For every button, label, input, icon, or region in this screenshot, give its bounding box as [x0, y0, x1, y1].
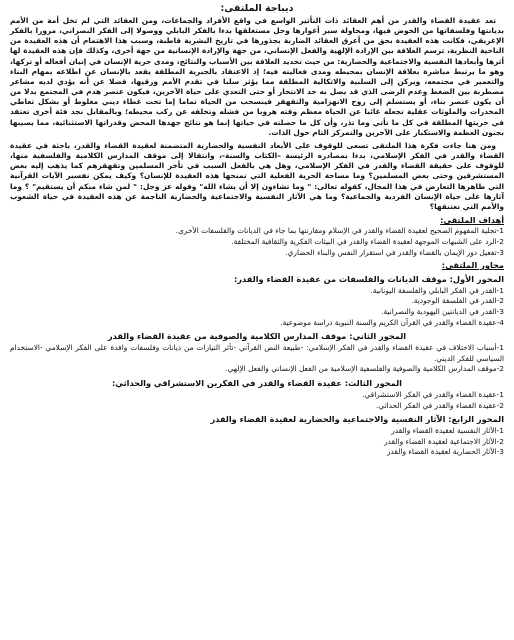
axis-item: 4-عقيدة القضاء والقدر في القرآن الكريم والسنة النبوية دراسة موضوعية.: [280, 317, 504, 327]
axis-2: [10, 331, 504, 375]
axes-title: محاور الملتقى:: [441, 260, 504, 271]
axis-item: 1-الآثار النفسية لعقيدة القضاء والقدر: [391, 426, 504, 436]
axis-1: [10, 274, 504, 328]
axis-item: 2-موقف المدارس الكلامية والصوفية والفلسفية الإسلامية من الفعل الإنساني والفعل الإلهي.: [225, 364, 504, 374]
axis-items: [10, 343, 504, 375]
axis-item: 2-عقيدة القضاء والقدر في الفكر الحداثي.: [376, 400, 504, 410]
objectives-title: أهداف الملتقى:: [440, 214, 504, 225]
axis-item: 2-الآثار الاجتماعية لعقيدة القضاء والقدر: [384, 436, 504, 446]
axis-title: المحور الثاني: موقف المدارس الكلامية والصوفية من عقيدة القضاء والقدر: [107, 331, 407, 342]
axis-title: المحور الثالث: عقيدة القضاء والقدر في الفكرين الاستشراقي والحداثي:: [112, 377, 402, 388]
axis-title: المحور الأول: موقف الديانات والفلسفات من عقيدة القضاء والقدر:: [234, 273, 504, 284]
axis-item: 2-القدر في الفلسفة الوجودية.: [411, 296, 504, 306]
axis-item: 1-أسباب الاختلاف في عقيدة القضاء والقدر في الفكر الإسلامي: -طبيعة النص القرآني -تأثر التيارات من ديانات وفلسفات وافدة على الفكر الإسلامي -الاستخدام السياسي للفكر الديني.: [10, 343, 504, 363]
objective-item: 2-الرد على الشبهات الموجهة لعقيدة القضاء والقدر في البيئات الفكرية والثقافية المختلفة.: [231, 237, 504, 247]
axis-items: [10, 390, 504, 411]
objective-item: 3-تفعيل دور الإيمان بالقضاء والقدر في استقرار النفس والبناء الحضاري.: [285, 247, 504, 257]
document-title: ديباجة الملتقى:: [220, 3, 294, 14]
axis-items: [10, 426, 504, 458]
axis-items: [10, 286, 504, 328]
axis-4: [10, 414, 504, 458]
axis-item: 1-عقيدة القضاء والقدر في الفكر الاستشراقي.: [362, 389, 504, 399]
axis-title: المحور الرابع: الآثار النفسية والاجتماعية والحضارية لعقيدة القضاء والقدر: [210, 414, 504, 425]
axis-item: 3-الآثار الحضارية لعقيدة القضاء والقدر: [386, 447, 504, 457]
objective-item: 1-تجلية المفهوم الصحيح لعقيدة القضاء والقدر في الإسلام ومقارنتها بما جاء في الديانات والفلسفات الأخرى.: [175, 226, 504, 236]
axis-item: 1-القدر في الفكر البابلي والفلسفة اليونانية.: [370, 285, 504, 295]
axis-item: 3-القدر في الديانتين اليهودية والنصرانية.: [381, 306, 504, 316]
intro-paragraph: تعد عقيدة القضاء والقدر من أهم العقائد ذات التأثير الواسع في واقع الأفراد والجماعات، ومن العقائد التي لم تخل أمة من الأمم بديانتها وفلسفاتها من الخوض فيها، ومحاولة سبر أغوارها وحل مستغلقها بدءا بالفكر البابلي ووصولا إلى الفكر النصراني، مرورا بالفكر الإغريقي، فكانت هذه العقيدة بحق من أعرق العقائد الضاربة بجذورها في تاريخ البشرية قاطبة، وسبب هذا الاهتمام أن هذه العقيدة من الناحية النظرية، ترسم العلاقة بين الإرادة الإلهية والفعل الإنساني، من جهة والإرادة الإنسانية من جهة أخرى، وكذلك فإن هذه العقيدة لها أثرها وأبعادها النفسية والاجتماعية والحضارية: من حيث تحديد العلاقة بين الأسباب والنتائج، ومدى حرية الإنسان في إتيان أفعاله أو تركها، وهو ما يرتبط مباشرة بعلاقة الإنسان بمحيطه ومدى فعاليته فيه؛ إذ الاعتقاد بالجبرية المطلقة يقعد بالإنسان عن اطلاعه بمهام البناء والتعمير في مجتمعه، ويركن إلى السلبية والاتكالية المطلقة مما يؤثر سلبا في تقدم الأمم ورقيها، فضلا عن أنه يؤدي لديه مشاعر مضطربة بين الضغط وعدم الرضى الذي قد يصل به حد الانتحار أو حتى التعدي على حياة الآخرين، فيكون عنصر هدم في المجتمع بدلا من أن يكون عنصر بناء، أو يستسلم إلى روح الانهزامية والتقهقر فينسحب من الحياة تماما إما تحت غطاء ديني مغلوط أو بشكل تعاطي المخدرات والملوثات عقلية تجعله غائبا عن الحياة معظم وقته هروبا من فشله وتخلفه عن ركب محيطه؛ وبالمقابل نجد فئة أخرى تعتقد في حريتها المطلقة في كل ما تأتي وما تذر، وأن كل ما حصلته في حياتها إنما هو نتائج جهدها المحض وقدراتها الاستثنائية، مما يصيبها بجنون العظمة والاستكبار على الآخرين والتمركز التام حول الذات.: [10, 16, 504, 137]
idea-paragraph: ومن هنا جاءت فكرة هذا الملتقى تسعى للوقوف على الأبعاد النفسية والحضارية المتضمنة لعقيدة القضاء والقدر، باحثة في عقيدة القضاء والقدر في الفكر الإسلامي، بدءا بمصادره الرئيسة –الكتاب والسنة-، وانتقالا إلى موقف المدارس الكلامية والفلسفية منها، للوقوف على حقيقة القضاء والقدر في الفكر الإسلامي، وهل هي بالفعل السبب في تأخر المسلمين وتقهقرهم كما يذهب إليه بعض المستشرقين وحتى بعض المسلمين؟ وما مساحة الحرية الفعلية التي تمنحها هذه العقيدة للإنسان؟ وكيف يمكن تفسير الآيات القرآنية التي ظاهرها التعارض في هذا المجال، كقوله تعالى: " وما تشاءون إلا أن يشاء الله" وقوله عز وجل: " لمن شاء منكم أن يستقيم" ؟ وما آثارها على حياة الإنسان الفردية والجماعية؟ وما هي الآثار النفسية والاجتماعية والحضارية الناجمة عن هذه العقيدة في حياة الشعوب والأمم التي تعتنقها؟: [10, 140, 504, 211]
axis-3: [10, 378, 504, 411]
objectives-list: [10, 226, 504, 258]
